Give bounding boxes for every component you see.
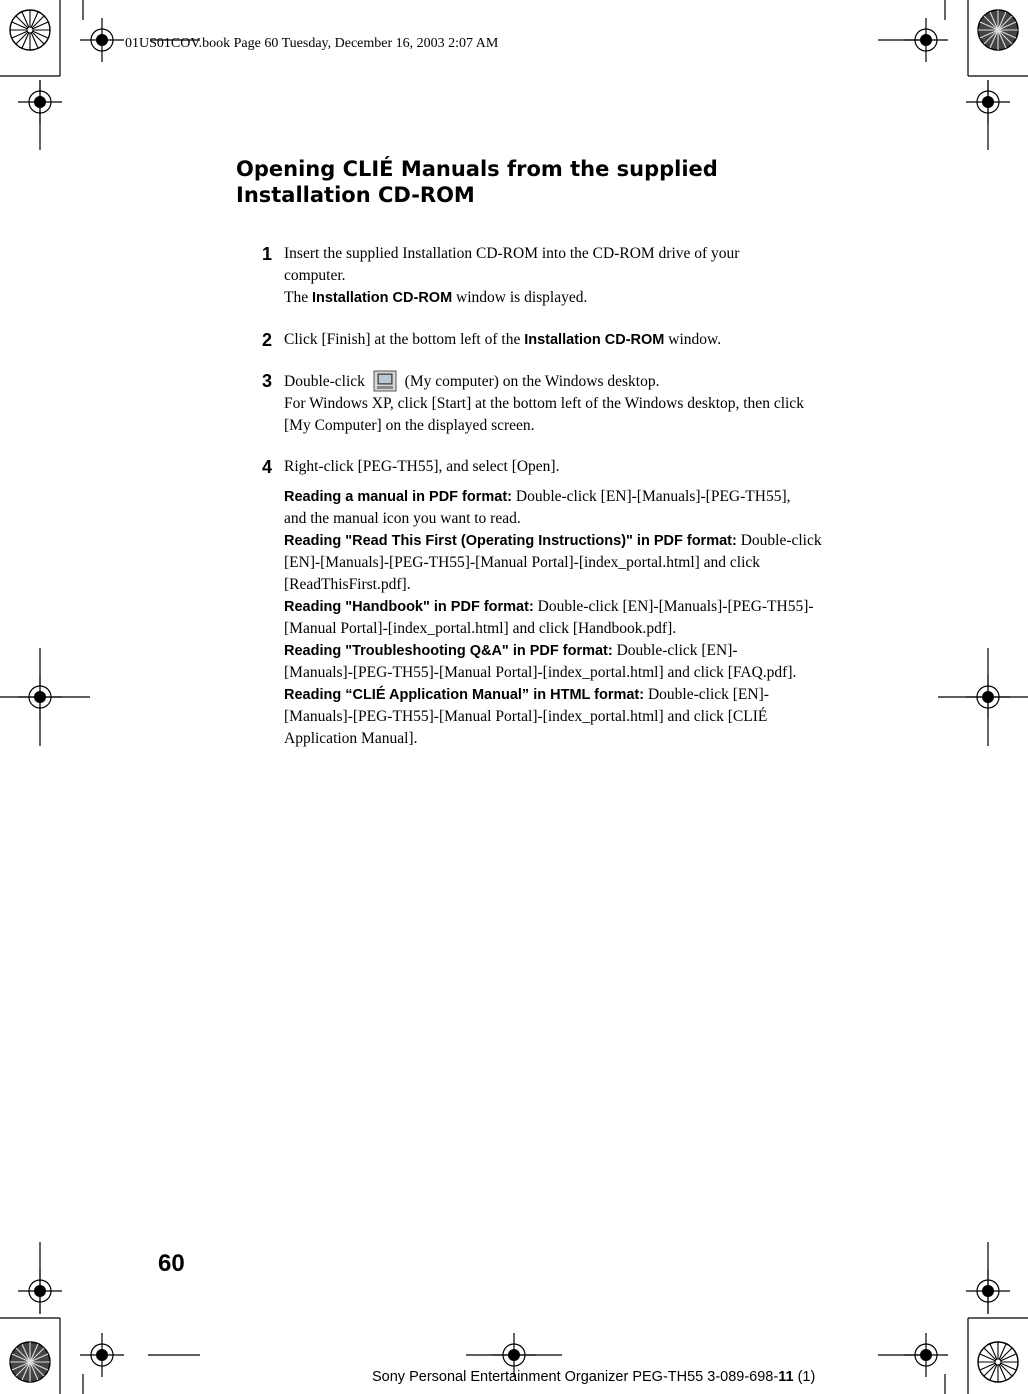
- step-number: 1: [262, 244, 273, 264]
- note-label: Reading “CLIÉ Application Manual” in HTML format:: [284, 687, 645, 703]
- step-text: Click [Finish] at the bottom left of the Installation CD-ROM window.: [284, 331, 722, 348]
- window-name: Installation CD-ROM: [311, 290, 453, 306]
- book-slug: 01US01COV.book Page 60 Tuesday, December 16, 2003 2:07 AM: [125, 36, 499, 51]
- step-text: Right-click [PEG-TH55], and select [Open].: [284, 458, 560, 475]
- my-computer-icon: [373, 370, 397, 392]
- step-4: [262, 456, 842, 478]
- note-troubleshooting: Reading "Troubleshooting Q&A" in PDF format: Double-click [EN]-[Manuals]-[PEG-TH55]-[Manual Portal]-[index_portal.html] and click [FAQ.pdf].: [284, 642, 797, 681]
- step-number: 2: [262, 330, 273, 350]
- page-title: [236, 156, 836, 208]
- step-2: [262, 329, 842, 351]
- window-name: Installation CD-ROM: [524, 332, 665, 348]
- footer: Sony Personal Entertainment Organizer PEG-TH55 3-089-698-11 (1): [372, 1369, 816, 1385]
- step-3: [262, 370, 842, 437]
- note-label: Reading "Handbook" in PDF format:: [284, 599, 534, 615]
- note-label: Reading "Read This First (Operating Instructions)" in PDF format:: [284, 533, 737, 549]
- note-label: Reading "Troubleshooting Q&A" in PDF format:: [284, 643, 613, 659]
- title-line-2: Installation CD-ROM: [236, 183, 475, 207]
- step-text: Double-click (My computer) on the Windows desktop.: [284, 370, 842, 393]
- note-pdf-manual: Reading a manual in PDF format: Double-click [EN]-[Manuals]-[PEG-TH55], and the manual icon you want to read.: [284, 488, 791, 527]
- step-text: Insert the supplied Installation CD-ROM into the CD-ROM drive of your computer.: [284, 245, 740, 284]
- step-number: 4: [262, 457, 273, 477]
- step-number: 3: [262, 371, 273, 391]
- note-handbook: Reading "Handbook" in PDF format: Double-click [EN]-[Manuals]-[PEG-TH55]-[Manual Portal]-[index_portal.html] and click [Handbook.pdf].: [284, 598, 814, 637]
- step-note: For Windows XP, click [Start] at the bottom left of the Windows desktop, then click [My Computer] on the displayed screen.: [284, 395, 804, 434]
- page-number: 60: [158, 1250, 185, 1277]
- title-line-1: Opening CLIÉ Manuals from the supplied: [236, 157, 718, 181]
- note-application-manual: Reading “CLIÉ Application Manual” in HTML format: Double-click [EN]-[Manuals]-[PEG-TH55]-[Manual Portal]-[index_portal.html] and click [CLIÉ Application Manual].: [284, 686, 769, 747]
- reading-notes: [284, 486, 824, 750]
- step-1: [262, 243, 842, 309]
- step-result: The Installation CD-ROM window is displayed.: [284, 289, 588, 306]
- note-read-this-first: Reading "Read This First (Operating Instructions)" in PDF format: Double-click [EN]-[Manuals]-[PEG-TH55]-[Manual Portal]-[index_portal.html] and click [ReadThisFirst.pdf].: [284, 532, 822, 593]
- note-label: Reading a manual in PDF format:: [284, 489, 512, 505]
